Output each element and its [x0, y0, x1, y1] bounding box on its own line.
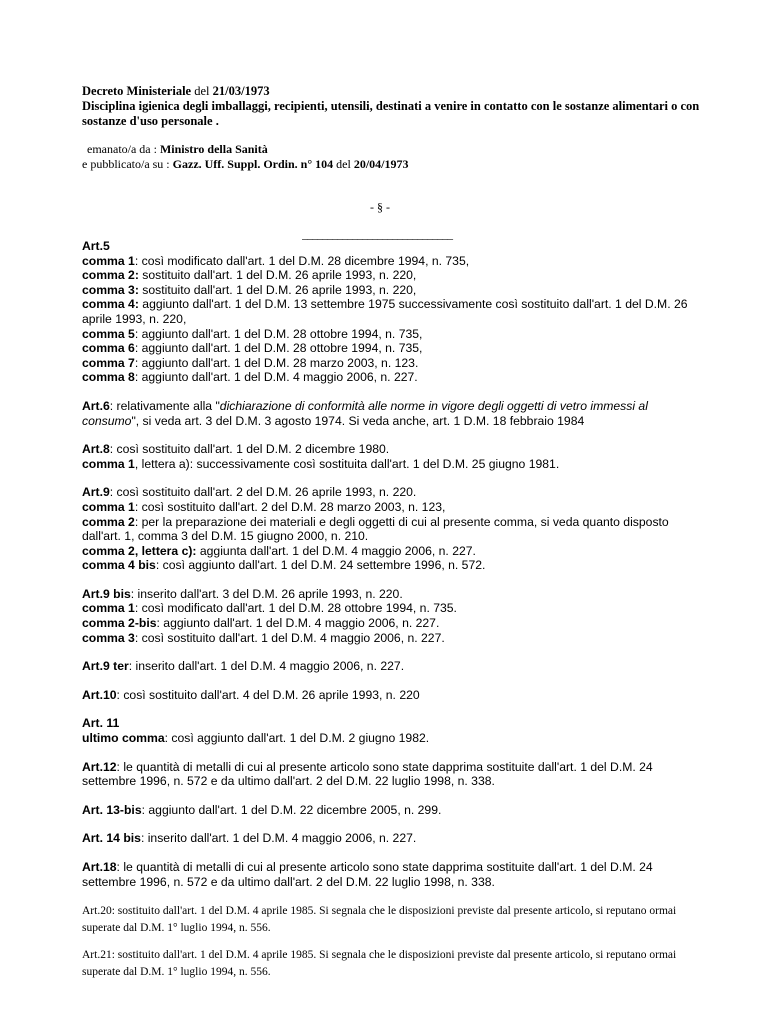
publication-meta: [82, 142, 409, 172]
article-title: Art. 13-bis: [82, 802, 142, 817]
note-art13bis: Art. 13-bis: aggiunto dall'art. 1 del D.M. 22 dicembre 2005, n. 299.: [82, 802, 442, 817]
note-art6: Art.6: relativamente alla "dichiarazione di conformità alle norme in vigore degli oggetti di vetro immessi al consumo", si veda art. 3 del D.M. 3 agosto 1974. Si veda anche, art. 1 D.M. 18 febbraio 1984: [82, 398, 648, 428]
published-label: e pubblicato/a su :: [82, 157, 170, 171]
article-title: Art.9: [82, 485, 110, 500]
article-title: Art.5: [82, 239, 110, 253]
decree-line: [82, 84, 702, 99]
note-art10: Art.10: così sostituito dall'art. 4 del D.M. 26 aprile 1993, n. 220: [82, 687, 420, 702]
decree-label: Decreto Ministeriale: [82, 84, 192, 98]
article-title: Art.18: [82, 860, 117, 874]
note-art8: Art.8: così sostituito dall'art. 1 del D.M. 2 dicembre 1980. comma 1, lettera a): successivamente così sostituita dall'art. 1 del D.M. 25 giugno 1981.: [82, 442, 560, 471]
article-title: Art.9 bis: [82, 586, 131, 601]
note-art21: Art.21: sostituito dall'art. 1 del D.M. 4 aprile 1985. Si segnala che le disposizioni previste dal presente articolo, si reputano ormai superate dal D.M. 1° luglio 1994, n. 556.: [82, 949, 677, 979]
note-art18: Art.18: le quantità di metalli di cui al presente articolo sono state dapprima sostituite dall'art. 1 del D.M. 24 settembre 1996, n. 572 e da ultimo dall'art. 2 del D.M. 22 luglio 1998, n. 338.: [82, 860, 653, 889]
article-title: Art.10: [82, 687, 117, 702]
note-art12: Art.12: le quantità di metalli di cui al presente articolo sono state dapprima sostituite dall'art. 1 del D.M. 24 settembre 1996, n. 572 e da ultimo dall'art. 2 del D.M. 22 luglio 1998, n. 338.: [82, 759, 653, 789]
published-in: Gazz. Uff. Suppl. Ordin. n° 104: [172, 157, 334, 171]
issued-by-value: Ministro della Sanità: [159, 142, 268, 156]
decree-date: 21/03/1973: [212, 84, 270, 98]
note-art9bis: Art.9 bis: inserito dall'art. 3 del D.M. 26 aprile 1993, n. 220. comma 1: così modificato dall'art. 1 del D.M. 28 ottobre 1994, n. 735. comma 2-bis: aggiunto dall'art. 1 del D.M. 4 maggio 2006, n. 227. comma 3: così sostituito dall'art. 1 del D.M. 4 maggio 2006, n. 227.: [82, 586, 457, 645]
horizontal-rule: ______________________________: [302, 227, 452, 241]
document-header: [82, 84, 702, 129]
published-del: del: [336, 157, 351, 171]
note-art20: Art.20: sostituito dall'art. 1 del D.M. 4 aprile 1985. Si segnala che le disposizioni previste dal presente articolo, si reputano ormai superate dal D.M. 1° luglio 1994, n. 556.: [82, 905, 677, 935]
notes-body: [82, 239, 702, 991]
decree-del: del: [194, 84, 210, 98]
note-art9ter: Art.9 ter: inserito dall'art. 1 del D.M. 4 maggio 2006, n. 227.: [82, 659, 405, 674]
article-title: Art.12: [82, 759, 117, 774]
article-title: Art. 14 bis: [82, 831, 141, 846]
issued-by-line: [82, 142, 409, 157]
article-title: Art.6: [82, 398, 110, 413]
footer-notes: [82, 903, 702, 981]
published-line: [82, 157, 409, 172]
section-mark: - § -: [370, 200, 390, 214]
published-date: 20/04/1973: [353, 157, 409, 171]
decree-title: Disciplina igienica degli imballaggi, recipienti, utensili, destinati a venire in contatto con le sostanze alimentari o con sostanze d'uso personale .: [82, 99, 700, 128]
issued-by-label: emanato/a da :: [87, 142, 157, 156]
article-title: Art.9 ter: [82, 659, 129, 674]
note-art5: Art.5 comma 1: così modificato dall'art. 1 del D.M. 28 dicembre 1994, n. 735, comma 2: sostituito dall'art. 1 del D.M. 26 aprile 1993, n. 220, comma 3: sostituito dall'art. 1 del D.M. 26 aprile 1993, n. 220, comma 4: aggiunto dall'art. 1 del D.M. 13 settembre 1975 successivamente così sostituito dall'art. 1 del D.M. 26 aprile 1993, n. 220, comma 5: aggiunto dall'art. 1 del D.M. 28 ottobre 1994, n. 735, comma 6: aggiunto dall'art. 1 del D.M. 28 ottobre 1994, n. 735, comma 7: aggiunto dall'art. 1 del D.M. 28 marzo 2003, n. 123. comma 8: aggiunto dall'art. 1 del D.M. 4 maggio 2006, n. 227.: [82, 239, 688, 385]
note-art11: Art. 11 ultimo comma: così aggiunto dall'art. 1 del D.M. 2 giugno 1982.: [82, 716, 430, 746]
note-art14bis: Art. 14 bis: inserito dall'art. 1 del D.M. 4 maggio 2006, n. 227.: [82, 831, 417, 846]
note-art9: Art.9: così sostituito dall'art. 2 del D.M. 26 aprile 1993, n. 220. comma 1: così sostituito dall'art. 2 del D.M. 28 marzo 2003, n. 123, comma 2: per la preparazione dei materiali e degli oggetti di cui al presente comma, si veda quanto disposto dall'art. 1, comma 3 del D.M. 15 giugno 2000, n. 210. comma 2, lettera c): aggiunta dall'art. 1 del D.M. 4 maggio 2006, n. 227. comma 4 bis: così aggiunto dall'art. 1 del D.M. 24 settembre 1996, n. 572.: [82, 485, 669, 573]
article-title: Art.8: [82, 442, 110, 457]
article-title: Art. 11: [82, 716, 120, 731]
